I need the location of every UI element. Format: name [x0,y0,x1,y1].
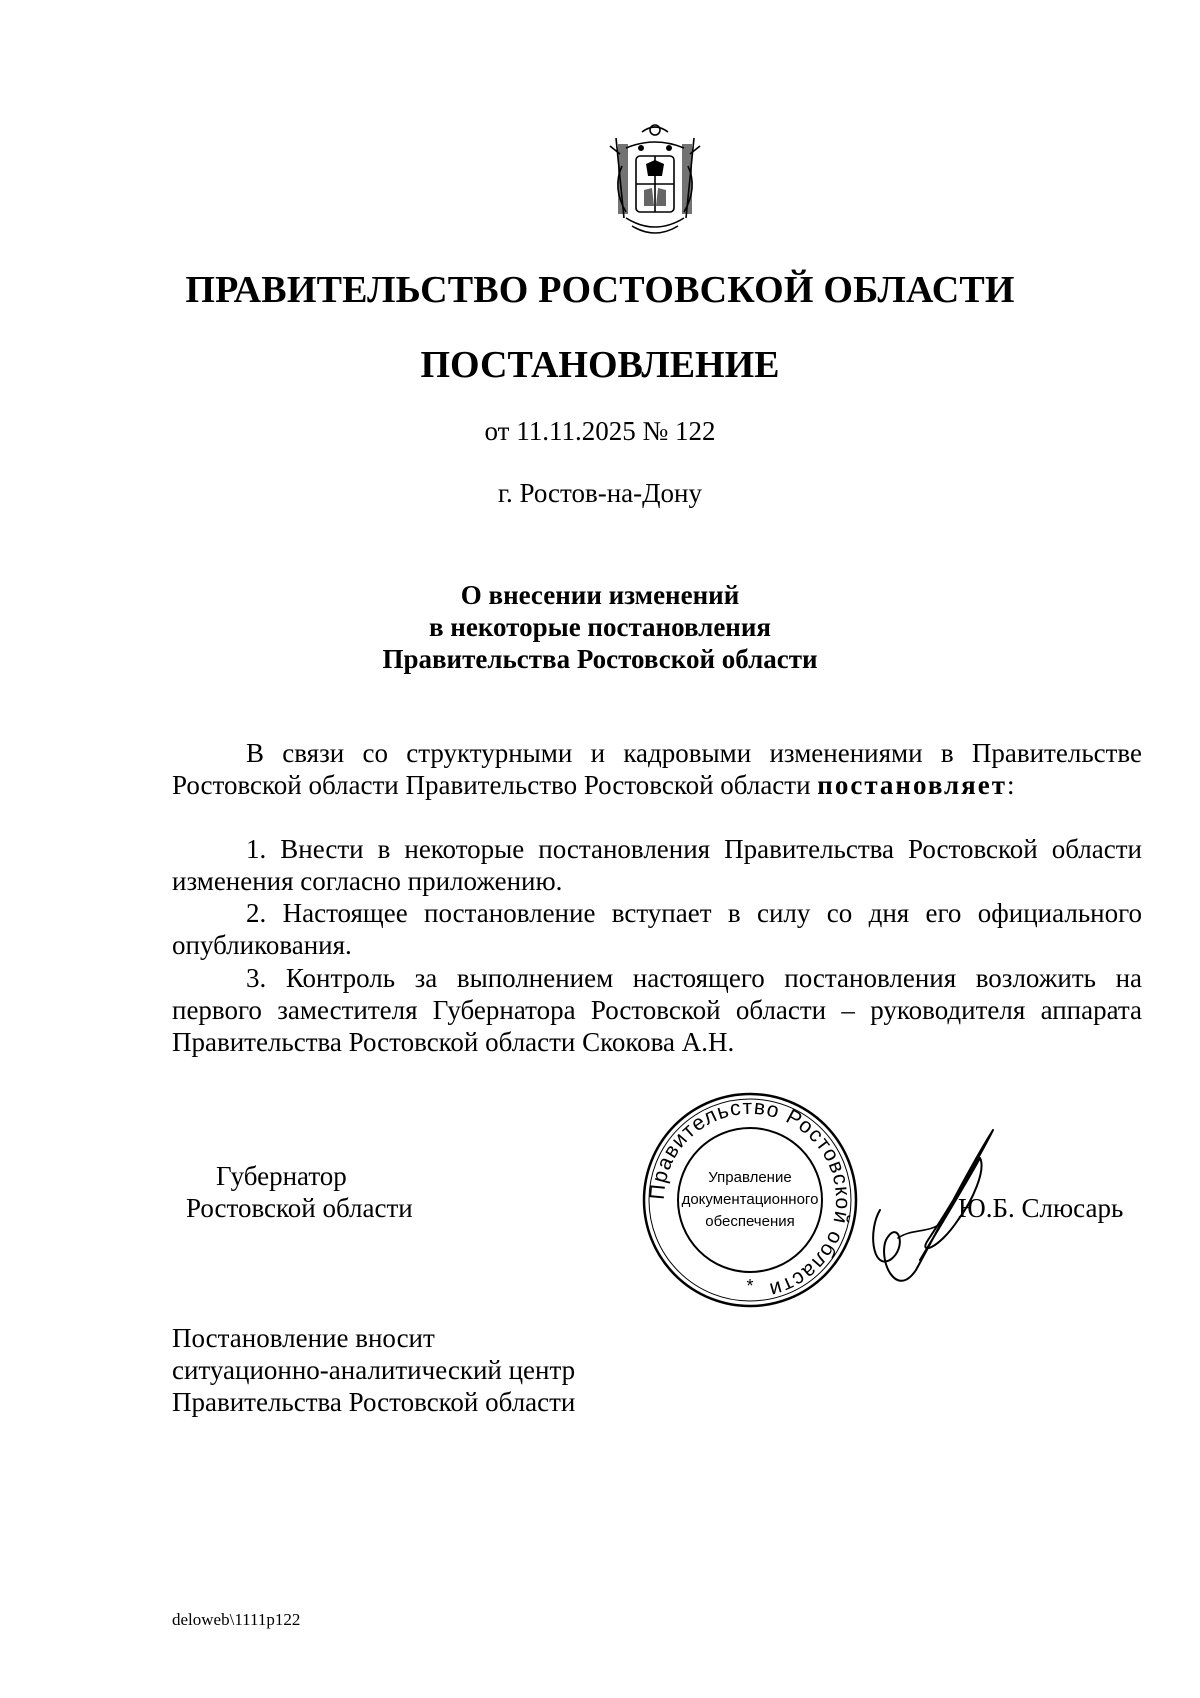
subject-line: Правительства Ростовской области [382,644,818,674]
seal-ring-text: Правительство Ростовской области [645,1095,855,1302]
submitted-by-line: ситуационно-аналитический центр [172,1355,576,1385]
preamble-end: : [1007,770,1015,800]
submitted-by-note [172,1322,575,1418]
seal-center-line: документационного [681,1191,819,1208]
clause-item [172,833,1142,897]
seal-star: * [746,1276,754,1296]
signatory-name: Ю.Б. Слюсарь [958,1193,1124,1223]
document-subject [0,579,1200,675]
subject-line: в некоторые постановления [428,612,772,642]
organization-heading: ПРАВИТЕЛЬСТВО РОСТОВСКОЙ ОБЛАСТИ [185,269,1015,311]
signatory-title-line: Губернатор [216,1161,347,1191]
signatory-title [186,1160,413,1224]
submitted-by-line: Постановление вносит [172,1323,435,1353]
city-line: г. Ростов-на-Дону [497,478,702,508]
submitted-by-line: Правительства Ростовской области [172,1387,576,1417]
subject-line: О внесении изменений [460,580,740,610]
coat-of-arms-icon [596,118,714,240]
clause-text: 1. Внести в некоторые постановления Правительства Ростовской области изменения согласно приложению. [172,834,1142,896]
clause-text: 3. Контроль за выполнением настоящего постановления возложить на первого заместителя Губернатора Ростовской области – руководителя аппарата Правительства Ростовской области Скокова А.Н. [172,963,1142,1057]
document-type-heading: ПОСТАНОВЛЕНИЕ [420,344,780,386]
seal-center-line: Управление [708,1169,792,1186]
seal-center-line: обеспечения [705,1213,795,1230]
clause-text: 2. Настоящее постановление вступает в силу со дня его официального опубликования. [172,898,1142,960]
preamble-text: В связи со структурными и кадровыми изменениями в Правительстве Ростовской области Правительство Ростовской области [172,738,1142,800]
preamble-emphasis: постановляет [817,770,1008,800]
date-number-line: от 11.11.2025 № 122 [484,416,716,446]
clause-item [172,962,1142,1058]
signatory-title-line: Ростовской области [186,1193,413,1223]
official-seal [640,1090,860,1310]
file-reference: deloweb\1111p122 [172,1610,301,1629]
preamble-paragraph [172,737,1142,801]
clause-item [172,897,1142,961]
